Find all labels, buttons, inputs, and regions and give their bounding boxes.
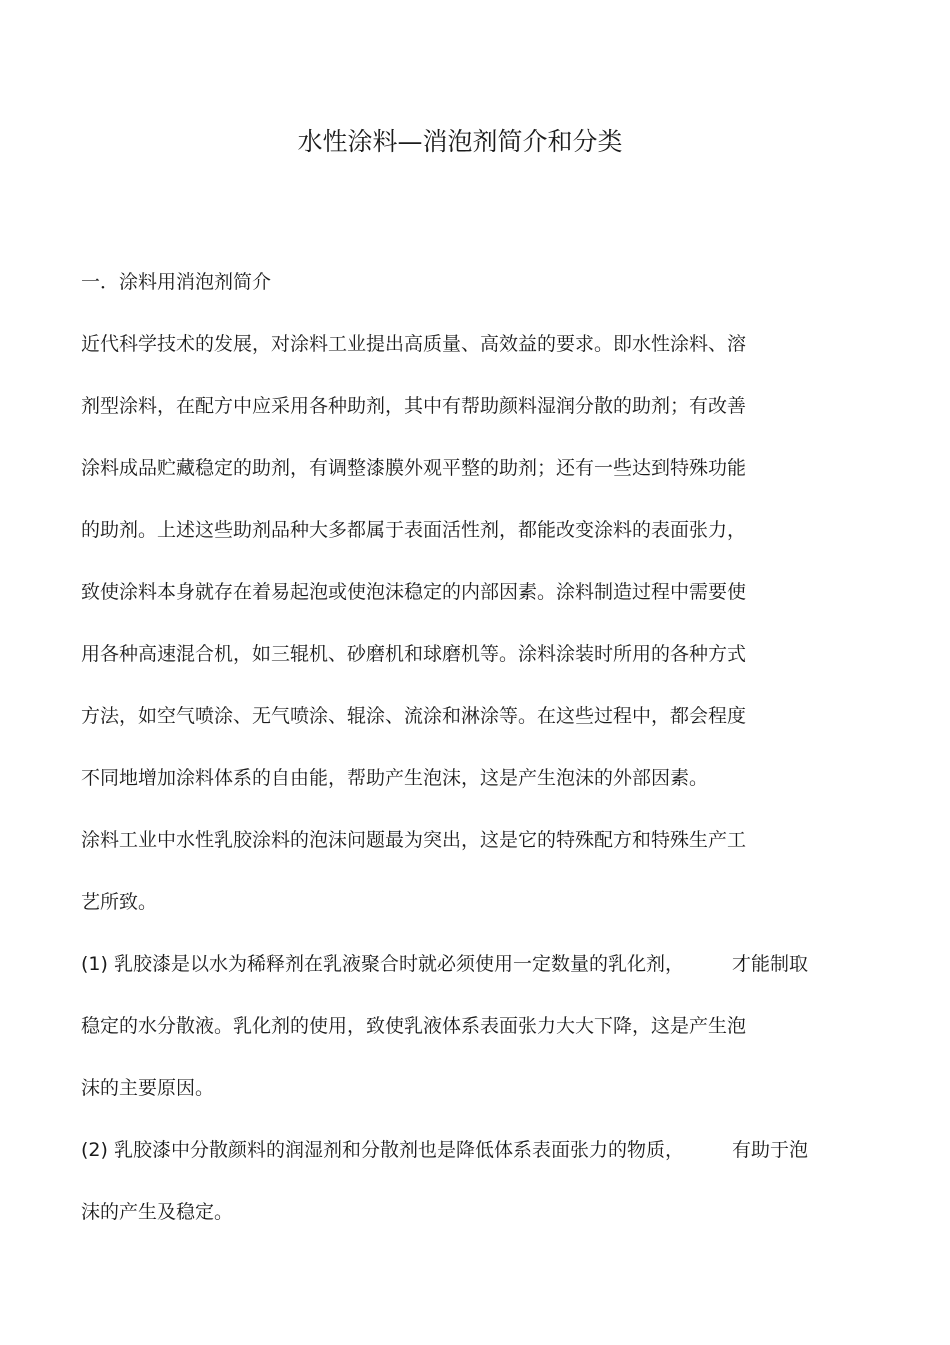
- paragraph-line: 艺所致。: [81, 891, 158, 913]
- paragraph-line: 致使涂料本身就存在着易起泡或使泡沫稳定的内部因素。涂料制造过程中需要使: [81, 581, 747, 603]
- paragraph-line: 近代科学技术的发展，对涂料工业提出高质量、高效益的要求。即水性涂料、溶: [81, 333, 747, 355]
- list-item-2-text: (2) 乳胶漆中分散颜料的润湿剂和分散剂也是降低体系表面张力的物质，: [81, 1139, 684, 1161]
- document-title: 水性涂料—消泡剂简介和分类: [297, 127, 623, 156]
- list-item-1-continuation: 才能制取: [731, 953, 808, 975]
- paragraph-line: 涂料工业中水性乳胶涂料的泡沫问题最为突出，这是它的特殊配方和特殊生产工: [81, 829, 747, 851]
- list-item-1-line-2: 稳定的水分散液。乳化剂的使用，致使乳液体系表面张力大大下降，这是产生泡: [81, 1015, 747, 1037]
- paragraph-line: 用各种高速混合机，如三辊机、砂磨机和球磨机等。涂料涂装时所用的各种方式: [81, 643, 747, 665]
- paragraph-line: 的助剂。上述这些助剂品种大多都属于表面活性剂，都能改变涂料的表面张力，: [81, 519, 747, 541]
- paragraph-line: 涂料成品贮藏稳定的助剂，有调整漆膜外观平整的助剂；还有一些达到特殊功能: [81, 457, 747, 479]
- list-item-1-line-1: [81, 950, 808, 978]
- paragraph-line: 不同地增加涂料体系的自由能，帮助产生泡沫，这是产生泡沫的外部因素。: [81, 767, 709, 789]
- list-item-2-continuation: 有助于泡: [731, 1139, 808, 1161]
- list-item-1-line-3: 沫的主要原因。: [81, 1077, 215, 1099]
- list-item-2-line-1: [81, 1136, 808, 1164]
- paragraph-line: 方法，如空气喷涂、无气喷涂、辊涂、流涂和淋涂等。在这些过程中，都会程度: [81, 705, 747, 727]
- list-item-1-text: (1) 乳胶漆是以水为稀释剂在乳液聚合时就必须使用一定数量的乳化剂，: [81, 953, 684, 975]
- paragraph-line: 剂型涂料，在配方中应采用各种助剂，其中有帮助颜料湿润分散的助剂；有改善: [81, 395, 747, 417]
- list-item-2-line-2: 沫的产生及稳定。: [81, 1201, 234, 1223]
- section-heading: 一．涂料用消泡剂简介: [81, 271, 272, 293]
